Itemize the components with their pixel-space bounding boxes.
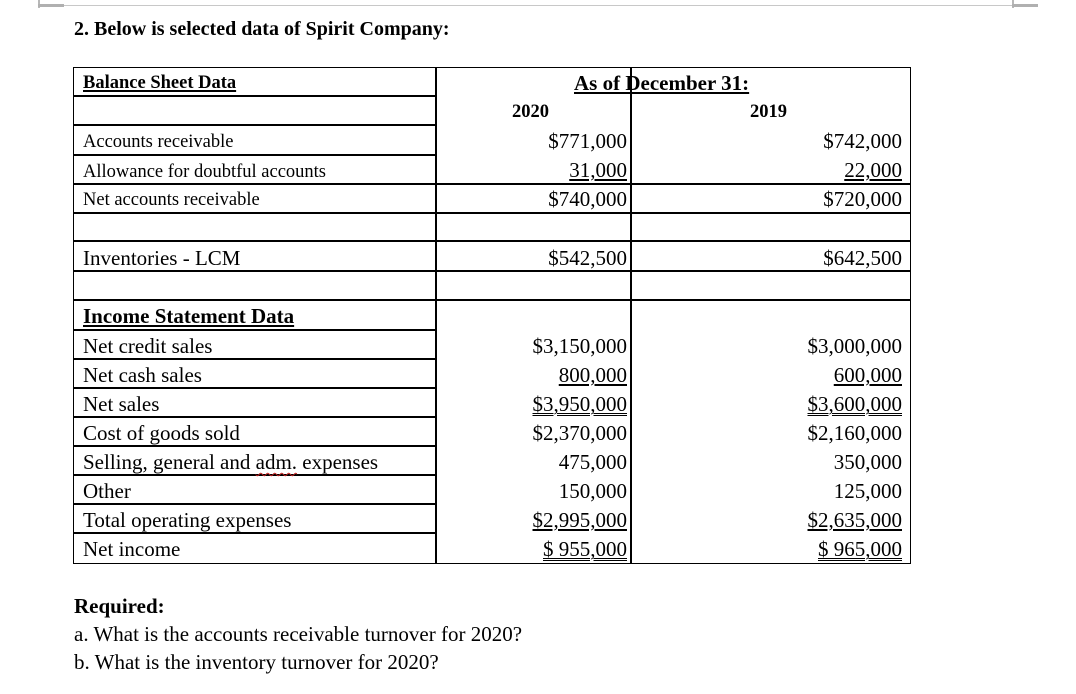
value-2020: $2,370,000 — [532, 421, 627, 445]
row-label-net-sales: Net sales — [83, 392, 160, 416]
data-table — [73, 67, 911, 564]
row-label-net-credit-sales: Net credit sales — [83, 334, 213, 358]
row-label-net-accounts-receivable: Net accounts receivable — [83, 190, 260, 210]
row-label-cost-of-goods-sold: Cost of goods sold — [83, 421, 240, 445]
value-2019: 600,000 — [833, 363, 902, 387]
row-label-allowance: Allowance for doubtful accounts — [83, 162, 326, 182]
row-divider — [74, 474, 435, 476]
row-label-inventories: Inventories - LCM — [83, 246, 241, 270]
row-divider — [74, 240, 910, 242]
row-label-total-operating-expenses: Total operating expenses — [83, 508, 292, 532]
label-part: expenses — [297, 450, 379, 474]
row-divider — [74, 358, 435, 360]
year-2019-header: 2019 — [750, 102, 787, 122]
column-divider-label — [435, 68, 437, 563]
value-2020: $ 955,000 — [543, 537, 627, 561]
value-2019: $2,635,000 — [807, 508, 902, 532]
label-part: Selling, general and — [83, 450, 256, 474]
row-label-accounts-receivable: Accounts receivable — [83, 132, 234, 152]
ruler-right-cap — [1012, 4, 1038, 7]
income-statement-header: Income Statement Data — [83, 304, 295, 328]
value-2020: $2,995,000 — [532, 508, 627, 532]
question-title: 2. Below is selected data of Spirit Company: — [74, 18, 450, 40]
row-divider — [74, 212, 910, 214]
balance-sheet-header: Balance Sheet Data — [83, 73, 237, 93]
row-divider-header — [74, 95, 435, 97]
row-label-net-cash-sales: Net cash sales — [83, 363, 202, 387]
column-divider-2020 — [630, 68, 632, 563]
row-divider — [74, 183, 910, 185]
value-2019: $3,600,000 — [807, 392, 902, 416]
as-of-header: As of December 31: — [574, 71, 750, 95]
row-divider — [74, 387, 435, 389]
value-2019: $642,500 — [823, 246, 902, 270]
required-item-a: a. What is the accounts receivable turnover for 2020? — [74, 622, 523, 646]
value-2019: $ 965,000 — [818, 537, 902, 561]
value-2020: $542,500 — [548, 246, 627, 270]
row-divider — [74, 270, 910, 272]
value-2019: $742,000 — [823, 129, 902, 153]
value-2019: 22,000 — [844, 158, 902, 182]
value-2020: 475,000 — [558, 450, 627, 474]
row-divider — [74, 532, 435, 534]
ruler-line — [38, 5, 1038, 6]
spelling-flag: adm. — [255, 450, 298, 474]
value-2019: $720,000 — [823, 187, 902, 211]
row-label-other: Other — [83, 479, 131, 503]
value-2020: $3,950,000 — [532, 392, 627, 416]
value-2020: $771,000 — [548, 129, 627, 153]
year-2020-header: 2020 — [512, 102, 549, 122]
value-2020: 150,000 — [558, 479, 627, 503]
value-2019: 125,000 — [833, 479, 902, 503]
row-divider — [74, 445, 435, 447]
value-2019: 350,000 — [833, 450, 902, 474]
row-divider — [74, 503, 435, 505]
required-item-b: b. What is the inventory turnover for 2020? — [74, 650, 439, 674]
value-2020: 31,000 — [569, 158, 627, 182]
required-title: Required: — [74, 594, 165, 618]
row-divider — [74, 299, 910, 301]
row-label-net-income: Net income — [83, 537, 181, 561]
value-2020: $740,000 — [548, 187, 627, 211]
row-divider — [74, 154, 435, 156]
value-2019: $2,160,000 — [807, 421, 902, 445]
row-label-selling-general-adm — [83, 452, 378, 473]
value-2020: 800,000 — [558, 363, 627, 387]
ruler-left-cap — [38, 4, 64, 7]
value-2019: $3,000,000 — [807, 334, 902, 358]
row-divider — [74, 416, 435, 418]
row-divider — [74, 329, 435, 331]
value-2020: $3,150,000 — [532, 334, 627, 358]
ruler-bar — [0, 0, 1076, 8]
row-divider — [74, 124, 435, 126]
